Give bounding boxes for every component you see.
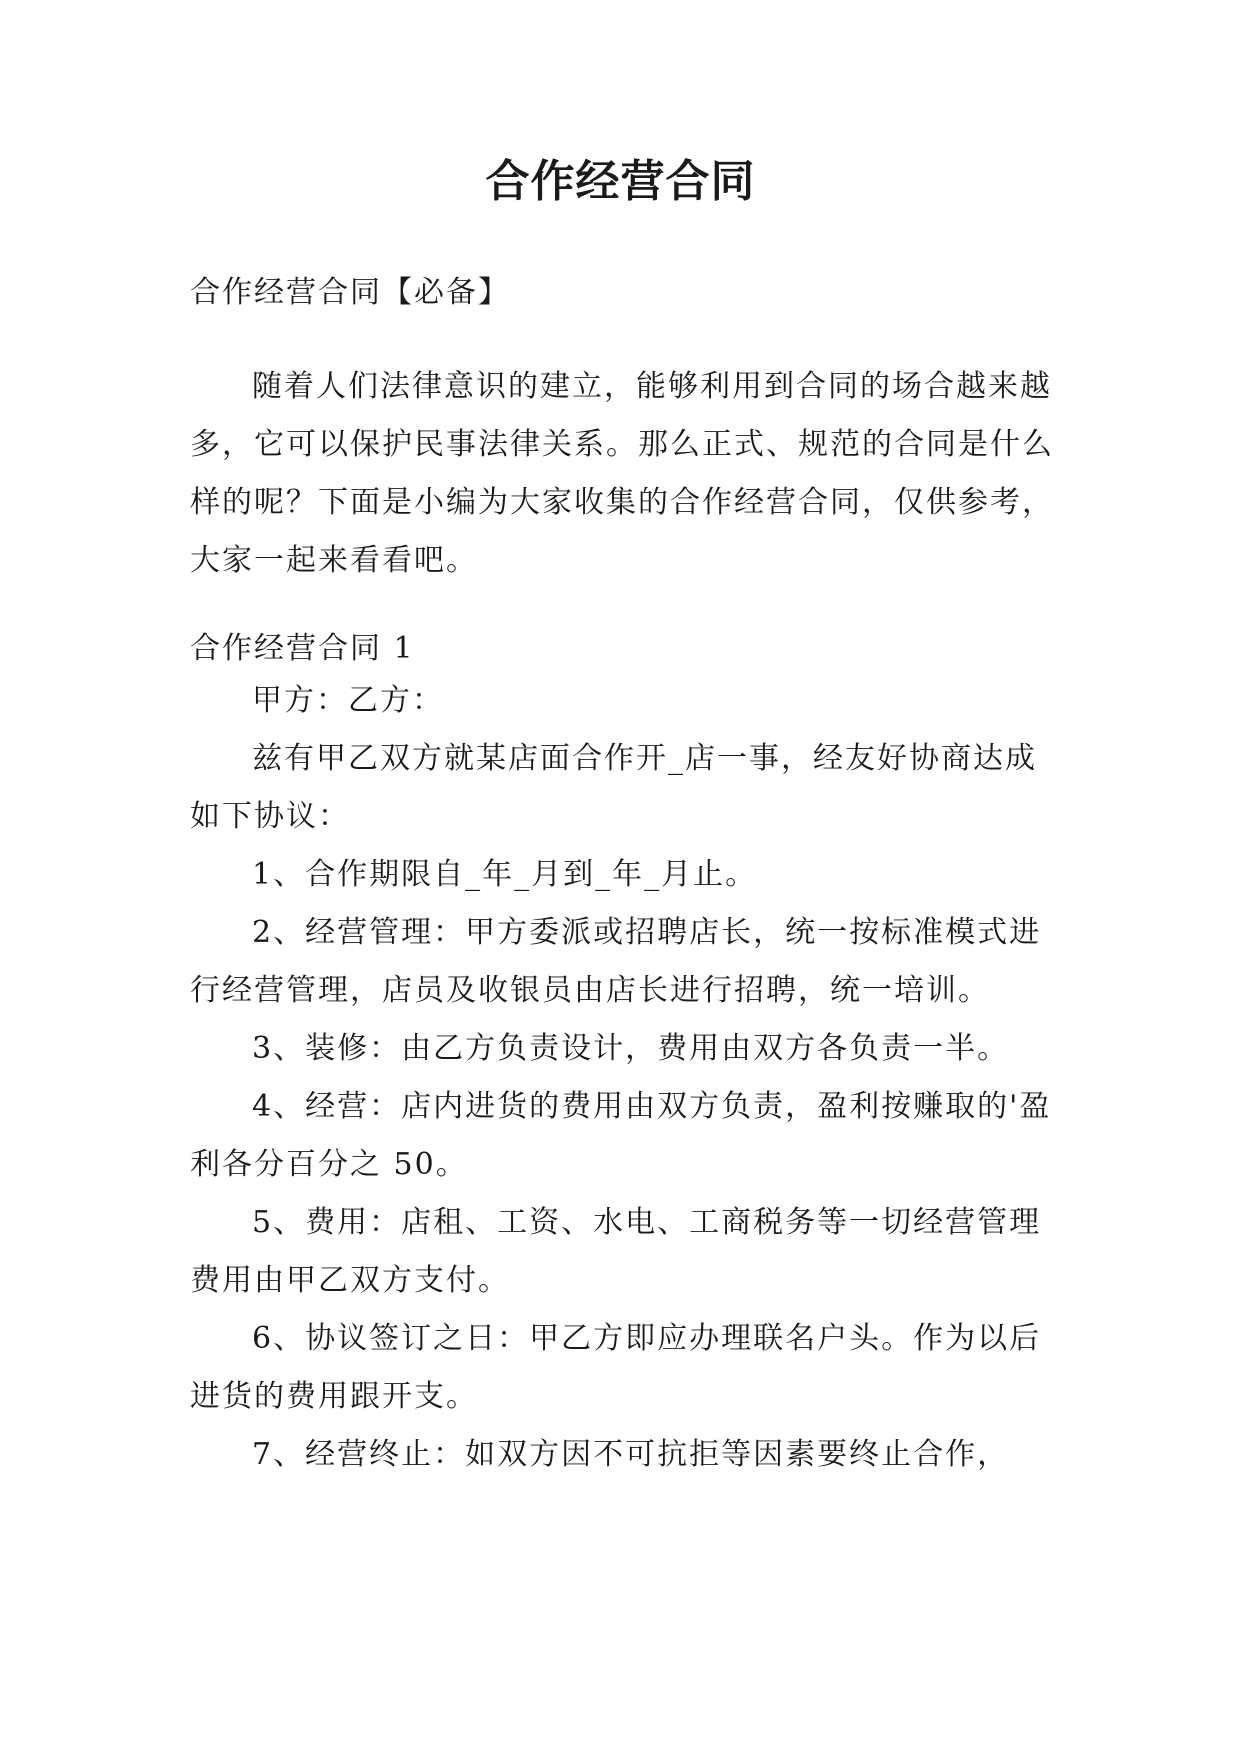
intro-paragraph: 随着人们法律意识的建立，能够利用到合同的场合越来越多，它可以保护民事法律关系。那么正式、规范的合同是什么样的呢？下面是小编为大家收集的合作经营合同，仅供参考，大家一起来看看吧。 <box>190 369 1054 578</box>
contract-paragraph: 1、合作期限自_年_月到_年_月止。 <box>252 857 758 892</box>
contract-paragraph: 甲方：乙方： <box>252 683 444 718</box>
contract-body <box>190 672 1060 1484</box>
contract-paragraph: 4、经营：店内进货的费用由双方负责，盈利按赚取的'盈利各分百分之 50。 <box>190 1089 1052 1182</box>
document-title: 合作经营合同 <box>485 156 756 207</box>
document-subtitle: 合作经营合同【必备】 <box>190 275 510 310</box>
contract-paragraph: 7、经营终止：如双方因不可抗拒等因素要终止合作， <box>252 1437 1010 1472</box>
contract-paragraph: 3、装修：由乙方负责设计，费用由双方各负责一半。 <box>252 1031 1010 1066</box>
contract-paragraph: 兹有甲乙双方就某店面合作开_店一事，经友好协商达成如下协议： <box>190 741 1037 834</box>
contract-paragraph: 6、协议签订之日：甲乙方即应办理联名户头。作为以后进货的费用跟开支。 <box>190 1321 1042 1414</box>
contract-paragraph: 2、经营管理：甲方委派或招聘店长，统一按标准模式进行经营管理，店员及收银员由店长进行招聘，统一培训。 <box>190 915 1042 1008</box>
section-heading: 合作经营合同 1 <box>190 631 415 666</box>
contract-paragraph: 5、费用：店租、工资、水电、工商税务等一切经营管理费用由甲乙双方支付。 <box>190 1205 1042 1298</box>
